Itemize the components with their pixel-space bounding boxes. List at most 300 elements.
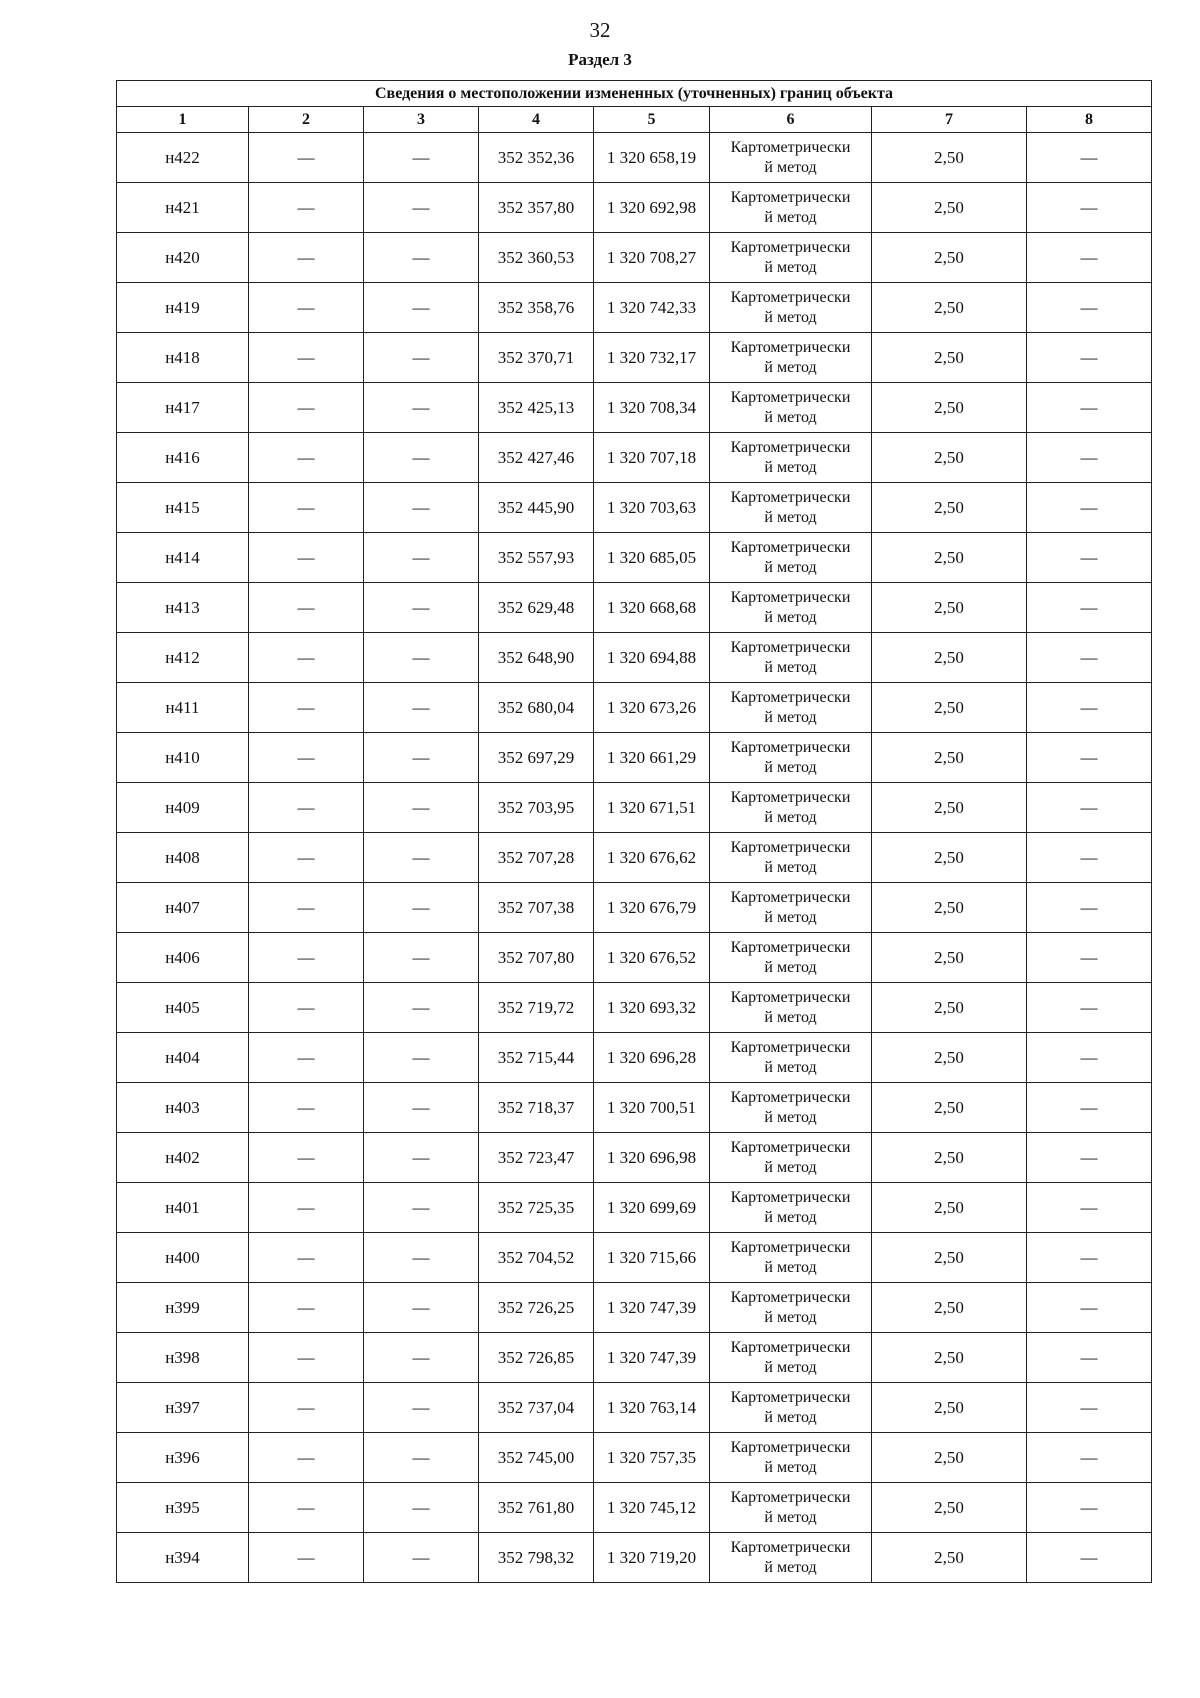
col-2-value-cell: — bbox=[249, 383, 364, 433]
method-line-1: Картометрически bbox=[730, 788, 851, 806]
y-coordinate-cell: 1 320 708,34 bbox=[594, 383, 710, 433]
y-coordinate-cell: 1 320 699,69 bbox=[594, 1183, 710, 1233]
point-name-cell: н407 bbox=[117, 883, 249, 933]
point-name-cell: н408 bbox=[117, 833, 249, 883]
table-row bbox=[117, 533, 1152, 583]
y-coordinate-cell: 1 320 685,05 bbox=[594, 533, 710, 583]
x-coordinate-cell: 352 798,32 bbox=[479, 1533, 594, 1583]
table-row bbox=[117, 183, 1152, 233]
y-coordinate-cell: 1 320 668,68 bbox=[594, 583, 710, 633]
method-line-2: й метод bbox=[764, 858, 817, 876]
method-line-2: й метод bbox=[764, 308, 817, 326]
method-line-2: й метод bbox=[764, 1308, 817, 1326]
column-number: 2 bbox=[249, 107, 364, 133]
col-2-value-cell: — bbox=[249, 583, 364, 633]
table-row bbox=[117, 883, 1152, 933]
y-coordinate-cell: 1 320 696,98 bbox=[594, 1133, 710, 1183]
method-cell bbox=[710, 233, 872, 283]
x-coordinate-cell: 352 703,95 bbox=[479, 783, 594, 833]
col-2-value-cell: — bbox=[249, 133, 364, 183]
col-2-value-cell: — bbox=[249, 183, 364, 233]
method-cell bbox=[710, 1533, 872, 1583]
x-coordinate-cell: 352 726,25 bbox=[479, 1283, 594, 1333]
precision-cell: 2,50 bbox=[872, 1383, 1027, 1433]
y-coordinate-cell: 1 320 715,66 bbox=[594, 1233, 710, 1283]
x-coordinate-cell: 352 737,04 bbox=[479, 1383, 594, 1433]
x-coordinate-cell: 352 707,28 bbox=[479, 833, 594, 883]
table-row bbox=[117, 283, 1152, 333]
point-name-cell: н398 bbox=[117, 1333, 249, 1383]
precision-cell: 2,50 bbox=[872, 1133, 1027, 1183]
table-row bbox=[117, 683, 1152, 733]
col-2-value-cell: — bbox=[249, 1483, 364, 1533]
col-3-value-cell: — bbox=[364, 133, 479, 183]
precision-cell: 2,50 bbox=[872, 1283, 1027, 1333]
col-2-value-cell: — bbox=[249, 333, 364, 383]
col-2-value-cell: — bbox=[249, 883, 364, 933]
table-row bbox=[117, 233, 1152, 283]
col-3-value-cell: — bbox=[364, 1383, 479, 1433]
method-cell bbox=[710, 533, 872, 583]
x-coordinate-cell: 352 745,00 bbox=[479, 1433, 594, 1483]
table-row bbox=[117, 833, 1152, 883]
y-coordinate-cell: 1 320 703,63 bbox=[594, 483, 710, 533]
column-number: 5 bbox=[594, 107, 710, 133]
table-row bbox=[117, 1033, 1152, 1083]
y-coordinate-cell: 1 320 742,33 bbox=[594, 283, 710, 333]
col-8-value-cell: — bbox=[1027, 783, 1152, 833]
page-number: 32 bbox=[589, 18, 611, 42]
precision-cell: 2,50 bbox=[872, 1183, 1027, 1233]
precision-cell: 2,50 bbox=[872, 933, 1027, 983]
method-cell bbox=[710, 833, 872, 883]
method-line-1: Картометрически bbox=[730, 1288, 851, 1306]
y-coordinate-cell: 1 320 676,79 bbox=[594, 883, 710, 933]
x-coordinate-cell: 352 427,46 bbox=[479, 433, 594, 483]
y-coordinate-cell: 1 320 732,17 bbox=[594, 333, 710, 383]
col-8-value-cell: — bbox=[1027, 433, 1152, 483]
precision-cell: 2,50 bbox=[872, 583, 1027, 633]
col-2-value-cell: — bbox=[249, 1333, 364, 1383]
point-name-cell: н417 bbox=[117, 383, 249, 433]
method-line-2: й метод bbox=[764, 1008, 817, 1026]
method-line-1: Картометрически bbox=[730, 838, 851, 856]
method-line-2: й метод bbox=[764, 508, 817, 526]
method-line-2: й метод bbox=[764, 458, 817, 476]
x-coordinate-cell: 352 445,90 bbox=[479, 483, 594, 533]
col-3-value-cell: — bbox=[364, 883, 479, 933]
method-line-2: й метод bbox=[764, 1108, 817, 1126]
precision-cell: 2,50 bbox=[872, 1333, 1027, 1383]
method-cell bbox=[710, 883, 872, 933]
x-coordinate-cell: 352 370,71 bbox=[479, 333, 594, 383]
method-line-2: й метод bbox=[764, 158, 817, 176]
method-cell bbox=[710, 1133, 872, 1183]
precision-cell: 2,50 bbox=[872, 233, 1027, 283]
method-line-1: Картометрически bbox=[730, 738, 851, 756]
table-row bbox=[117, 1333, 1152, 1383]
x-coordinate-cell: 352 358,76 bbox=[479, 283, 594, 333]
y-coordinate-cell: 1 320 671,51 bbox=[594, 783, 710, 833]
x-coordinate-cell: 352 352,36 bbox=[479, 133, 594, 183]
point-name-cell: н418 bbox=[117, 333, 249, 383]
method-cell bbox=[710, 433, 872, 483]
x-coordinate-cell: 352 715,44 bbox=[479, 1033, 594, 1083]
point-name-cell: н395 bbox=[117, 1483, 249, 1533]
x-coordinate-cell: 352 719,72 bbox=[479, 983, 594, 1033]
table-row bbox=[117, 633, 1152, 683]
column-number: 7 bbox=[872, 107, 1027, 133]
method-line-1: Картометрически bbox=[730, 988, 851, 1006]
column-number: 3 bbox=[364, 107, 479, 133]
method-cell bbox=[710, 183, 872, 233]
col-3-value-cell: — bbox=[364, 333, 479, 383]
method-line-1: Картометрически bbox=[730, 1338, 851, 1356]
y-coordinate-cell: 1 320 757,35 bbox=[594, 1433, 710, 1483]
point-name-cell: н404 bbox=[117, 1033, 249, 1083]
precision-cell: 2,50 bbox=[872, 983, 1027, 1033]
x-coordinate-cell: 352 723,47 bbox=[479, 1133, 594, 1183]
col-8-value-cell: — bbox=[1027, 1083, 1152, 1133]
column-number: 4 bbox=[479, 107, 594, 133]
point-name-cell: н420 bbox=[117, 233, 249, 283]
method-line-1: Картометрически bbox=[730, 238, 851, 256]
col-8-value-cell: — bbox=[1027, 283, 1152, 333]
method-line-2: й метод bbox=[764, 1458, 817, 1476]
col-3-value-cell: — bbox=[364, 1433, 479, 1483]
precision-cell: 2,50 bbox=[872, 283, 1027, 333]
col-8-value-cell: — bbox=[1027, 583, 1152, 633]
precision-cell: 2,50 bbox=[872, 883, 1027, 933]
method-line-2: й метод bbox=[764, 758, 817, 776]
table-row bbox=[117, 383, 1152, 433]
column-number: 1 bbox=[117, 107, 249, 133]
col-8-value-cell: — bbox=[1027, 1283, 1152, 1333]
method-line-1: Картометрически bbox=[730, 1488, 851, 1506]
point-name-cell: н394 bbox=[117, 1533, 249, 1583]
method-cell bbox=[710, 1233, 872, 1283]
y-coordinate-cell: 1 320 763,14 bbox=[594, 1383, 710, 1433]
point-name-cell: н412 bbox=[117, 633, 249, 683]
col-8-value-cell: — bbox=[1027, 983, 1152, 1033]
method-line-2: й метод bbox=[764, 608, 817, 626]
col-8-value-cell: — bbox=[1027, 833, 1152, 883]
col-2-value-cell: — bbox=[249, 683, 364, 733]
col-3-value-cell: — bbox=[364, 1333, 479, 1383]
method-cell bbox=[710, 683, 872, 733]
table-row bbox=[117, 783, 1152, 833]
col-8-value-cell: — bbox=[1027, 1183, 1152, 1233]
precision-cell: 2,50 bbox=[872, 333, 1027, 383]
x-coordinate-cell: 352 707,80 bbox=[479, 933, 594, 983]
section-title: Раздел 3 bbox=[568, 50, 632, 69]
x-coordinate-cell: 352 718,37 bbox=[479, 1083, 594, 1133]
point-name-cell: н400 bbox=[117, 1233, 249, 1283]
x-coordinate-cell: 352 707,38 bbox=[479, 883, 594, 933]
boundary-table bbox=[116, 80, 1152, 1583]
col-8-value-cell: — bbox=[1027, 883, 1152, 933]
method-line-1: Картометрически bbox=[730, 1238, 851, 1256]
method-line-2: й метод bbox=[764, 408, 817, 426]
method-cell bbox=[710, 283, 872, 333]
precision-cell: 2,50 bbox=[872, 1483, 1027, 1533]
col-3-value-cell: — bbox=[364, 833, 479, 883]
point-name-cell: н414 bbox=[117, 533, 249, 583]
col-2-value-cell: — bbox=[249, 1433, 364, 1483]
method-cell bbox=[710, 633, 872, 683]
col-3-value-cell: — bbox=[364, 383, 479, 433]
method-cell bbox=[710, 783, 872, 833]
method-cell bbox=[710, 383, 872, 433]
precision-cell: 2,50 bbox=[872, 683, 1027, 733]
precision-cell: 2,50 bbox=[872, 1233, 1027, 1283]
precision-cell: 2,50 bbox=[872, 1083, 1027, 1133]
method-line-2: й метод bbox=[764, 208, 817, 226]
table-caption: Сведения о местоположении измененных (уточненных) границ объекта bbox=[117, 81, 1152, 107]
col-2-value-cell: — bbox=[249, 1083, 364, 1133]
method-line-1: Картометрически bbox=[730, 338, 851, 356]
x-coordinate-cell: 352 629,48 bbox=[479, 583, 594, 633]
point-name-cell: н409 bbox=[117, 783, 249, 833]
table-row bbox=[117, 983, 1152, 1033]
method-line-2: й метод bbox=[764, 258, 817, 276]
col-2-value-cell: — bbox=[249, 833, 364, 883]
table-row bbox=[117, 483, 1152, 533]
column-number: 6 bbox=[710, 107, 872, 133]
x-coordinate-cell: 352 357,80 bbox=[479, 183, 594, 233]
point-name-cell: н405 bbox=[117, 983, 249, 1033]
x-coordinate-cell: 352 726,85 bbox=[479, 1333, 594, 1383]
col-2-value-cell: — bbox=[249, 1183, 364, 1233]
method-cell bbox=[710, 1183, 872, 1233]
table-row bbox=[117, 583, 1152, 633]
table-row bbox=[117, 1483, 1152, 1533]
method-cell bbox=[710, 1283, 872, 1333]
point-name-cell: н422 bbox=[117, 133, 249, 183]
col-2-value-cell: — bbox=[249, 283, 364, 333]
precision-cell: 2,50 bbox=[872, 1433, 1027, 1483]
point-name-cell: н406 bbox=[117, 933, 249, 983]
column-number-row bbox=[117, 107, 1152, 133]
method-line-2: й метод bbox=[764, 808, 817, 826]
col-8-value-cell: — bbox=[1027, 733, 1152, 783]
method-line-2: й метод bbox=[764, 1408, 817, 1426]
table-row bbox=[117, 933, 1152, 983]
col-2-value-cell: — bbox=[249, 933, 364, 983]
method-line-2: й метод bbox=[764, 708, 817, 726]
precision-cell: 2,50 bbox=[872, 1033, 1027, 1083]
method-line-1: Картометрически bbox=[730, 538, 851, 556]
col-8-value-cell: — bbox=[1027, 1233, 1152, 1283]
method-cell bbox=[710, 983, 872, 1033]
point-name-cell: н403 bbox=[117, 1083, 249, 1133]
table-row bbox=[117, 1083, 1152, 1133]
table-row bbox=[117, 733, 1152, 783]
method-line-2: й метод bbox=[764, 558, 817, 576]
precision-cell: 2,50 bbox=[872, 633, 1027, 683]
col-8-value-cell: — bbox=[1027, 383, 1152, 433]
table-row bbox=[117, 133, 1152, 183]
col-3-value-cell: — bbox=[364, 483, 479, 533]
col-2-value-cell: — bbox=[249, 733, 364, 783]
method-line-2: й метод bbox=[764, 358, 817, 376]
col-3-value-cell: — bbox=[364, 783, 479, 833]
y-coordinate-cell: 1 320 694,88 bbox=[594, 633, 710, 683]
y-coordinate-cell: 1 320 747,39 bbox=[594, 1333, 710, 1383]
method-cell bbox=[710, 933, 872, 983]
col-3-value-cell: — bbox=[364, 683, 479, 733]
col-8-value-cell: — bbox=[1027, 533, 1152, 583]
col-8-value-cell: — bbox=[1027, 1383, 1152, 1433]
col-2-value-cell: — bbox=[249, 233, 364, 283]
method-line-1: Картометрически bbox=[730, 488, 851, 506]
y-coordinate-cell: 1 320 661,29 bbox=[594, 733, 710, 783]
col-8-value-cell: — bbox=[1027, 233, 1152, 283]
col-3-value-cell: — bbox=[364, 1233, 479, 1283]
method-cell bbox=[710, 1333, 872, 1383]
method-line-1: Картометрически bbox=[730, 938, 851, 956]
method-line-2: й метод bbox=[764, 1558, 817, 1576]
col-3-value-cell: — bbox=[364, 1083, 479, 1133]
method-line-1: Картометрически bbox=[730, 1538, 851, 1556]
col-8-value-cell: — bbox=[1027, 933, 1152, 983]
y-coordinate-cell: 1 320 707,18 bbox=[594, 433, 710, 483]
col-3-value-cell: — bbox=[364, 1533, 479, 1583]
col-3-value-cell: — bbox=[364, 1483, 479, 1533]
method-line-2: й метод bbox=[764, 1358, 817, 1376]
col-3-value-cell: — bbox=[364, 233, 479, 283]
x-coordinate-cell: 352 725,35 bbox=[479, 1183, 594, 1233]
precision-cell: 2,50 bbox=[872, 483, 1027, 533]
col-3-value-cell: — bbox=[364, 583, 479, 633]
point-name-cell: н411 bbox=[117, 683, 249, 733]
precision-cell: 2,50 bbox=[872, 133, 1027, 183]
col-3-value-cell: — bbox=[364, 933, 479, 983]
precision-cell: 2,50 bbox=[872, 183, 1027, 233]
precision-cell: 2,50 bbox=[872, 533, 1027, 583]
table-row bbox=[117, 1183, 1152, 1233]
col-8-value-cell: — bbox=[1027, 1433, 1152, 1483]
col-3-value-cell: — bbox=[364, 433, 479, 483]
col-8-value-cell: — bbox=[1027, 133, 1152, 183]
method-line-1: Картометрически bbox=[730, 588, 851, 606]
col-8-value-cell: — bbox=[1027, 683, 1152, 733]
point-name-cell: н413 bbox=[117, 583, 249, 633]
method-line-2: й метод bbox=[764, 908, 817, 926]
precision-cell: 2,50 bbox=[872, 1533, 1027, 1583]
point-name-cell: н399 bbox=[117, 1283, 249, 1333]
method-line-1: Картометрически bbox=[730, 1188, 851, 1206]
col-2-value-cell: — bbox=[249, 1233, 364, 1283]
method-cell bbox=[710, 333, 872, 383]
col-2-value-cell: — bbox=[249, 1283, 364, 1333]
y-coordinate-cell: 1 320 658,19 bbox=[594, 133, 710, 183]
col-8-value-cell: — bbox=[1027, 1333, 1152, 1383]
table-row bbox=[117, 433, 1152, 483]
col-8-value-cell: — bbox=[1027, 483, 1152, 533]
method-line-2: й метод bbox=[764, 1258, 817, 1276]
column-number: 8 bbox=[1027, 107, 1152, 133]
point-name-cell: н415 bbox=[117, 483, 249, 533]
col-8-value-cell: — bbox=[1027, 183, 1152, 233]
point-name-cell: н397 bbox=[117, 1383, 249, 1433]
method-line-1: Картометрически bbox=[730, 688, 851, 706]
col-2-value-cell: — bbox=[249, 433, 364, 483]
col-3-value-cell: — bbox=[364, 183, 479, 233]
method-line-1: Картометрически bbox=[730, 1138, 851, 1156]
col-3-value-cell: — bbox=[364, 983, 479, 1033]
y-coordinate-cell: 1 320 700,51 bbox=[594, 1083, 710, 1133]
x-coordinate-cell: 352 360,53 bbox=[479, 233, 594, 283]
method-line-1: Картометрически bbox=[730, 1388, 851, 1406]
table-row bbox=[117, 1533, 1152, 1583]
method-cell bbox=[710, 1033, 872, 1083]
col-8-value-cell: — bbox=[1027, 1533, 1152, 1583]
col-3-value-cell: — bbox=[364, 633, 479, 683]
col-8-value-cell: — bbox=[1027, 1033, 1152, 1083]
col-2-value-cell: — bbox=[249, 983, 364, 1033]
x-coordinate-cell: 352 557,93 bbox=[479, 533, 594, 583]
x-coordinate-cell: 352 697,29 bbox=[479, 733, 594, 783]
point-name-cell: н421 bbox=[117, 183, 249, 233]
point-name-cell: н396 bbox=[117, 1433, 249, 1483]
precision-cell: 2,50 bbox=[872, 783, 1027, 833]
y-coordinate-cell: 1 320 747,39 bbox=[594, 1283, 710, 1333]
col-2-value-cell: — bbox=[249, 633, 364, 683]
method-line-2: й метод bbox=[764, 658, 817, 676]
y-coordinate-cell: 1 320 676,52 bbox=[594, 933, 710, 983]
method-line-1: Картометрически bbox=[730, 138, 851, 156]
col-2-value-cell: — bbox=[249, 533, 364, 583]
method-line-2: й метод bbox=[764, 958, 817, 976]
y-coordinate-cell: 1 320 693,32 bbox=[594, 983, 710, 1033]
col-3-value-cell: — bbox=[364, 1183, 479, 1233]
method-line-1: Картометрически bbox=[730, 888, 851, 906]
x-coordinate-cell: 352 648,90 bbox=[479, 633, 594, 683]
precision-cell: 2,50 bbox=[872, 733, 1027, 783]
table-body bbox=[117, 133, 1152, 1583]
point-name-cell: н402 bbox=[117, 1133, 249, 1183]
col-3-value-cell: — bbox=[364, 733, 479, 783]
method-line-2: й метод bbox=[764, 1208, 817, 1226]
method-cell bbox=[710, 483, 872, 533]
method-cell bbox=[710, 583, 872, 633]
point-name-cell: н419 bbox=[117, 283, 249, 333]
method-cell bbox=[710, 1433, 872, 1483]
point-name-cell: н410 bbox=[117, 733, 249, 783]
y-coordinate-cell: 1 320 676,62 bbox=[594, 833, 710, 883]
method-line-1: Картометрически bbox=[730, 188, 851, 206]
col-8-value-cell: — bbox=[1027, 1133, 1152, 1183]
x-coordinate-cell: 352 680,04 bbox=[479, 683, 594, 733]
col-8-value-cell: — bbox=[1027, 333, 1152, 383]
col-3-value-cell: — bbox=[364, 533, 479, 583]
col-3-value-cell: — bbox=[364, 1033, 479, 1083]
method-line-1: Картометрически bbox=[730, 438, 851, 456]
point-name-cell: н401 bbox=[117, 1183, 249, 1233]
method-line-1: Картометрически bbox=[730, 288, 851, 306]
method-line-1: Картометрически bbox=[730, 1038, 851, 1056]
col-2-value-cell: — bbox=[249, 1383, 364, 1433]
col-2-value-cell: — bbox=[249, 1033, 364, 1083]
method-line-1: Картометрически bbox=[730, 1438, 851, 1456]
col-2-value-cell: — bbox=[249, 483, 364, 533]
table-row bbox=[117, 1233, 1152, 1283]
table-row bbox=[117, 1433, 1152, 1483]
method-line-2: й метод bbox=[764, 1058, 817, 1076]
method-line-2: й метод bbox=[764, 1158, 817, 1176]
table-row bbox=[117, 1383, 1152, 1433]
